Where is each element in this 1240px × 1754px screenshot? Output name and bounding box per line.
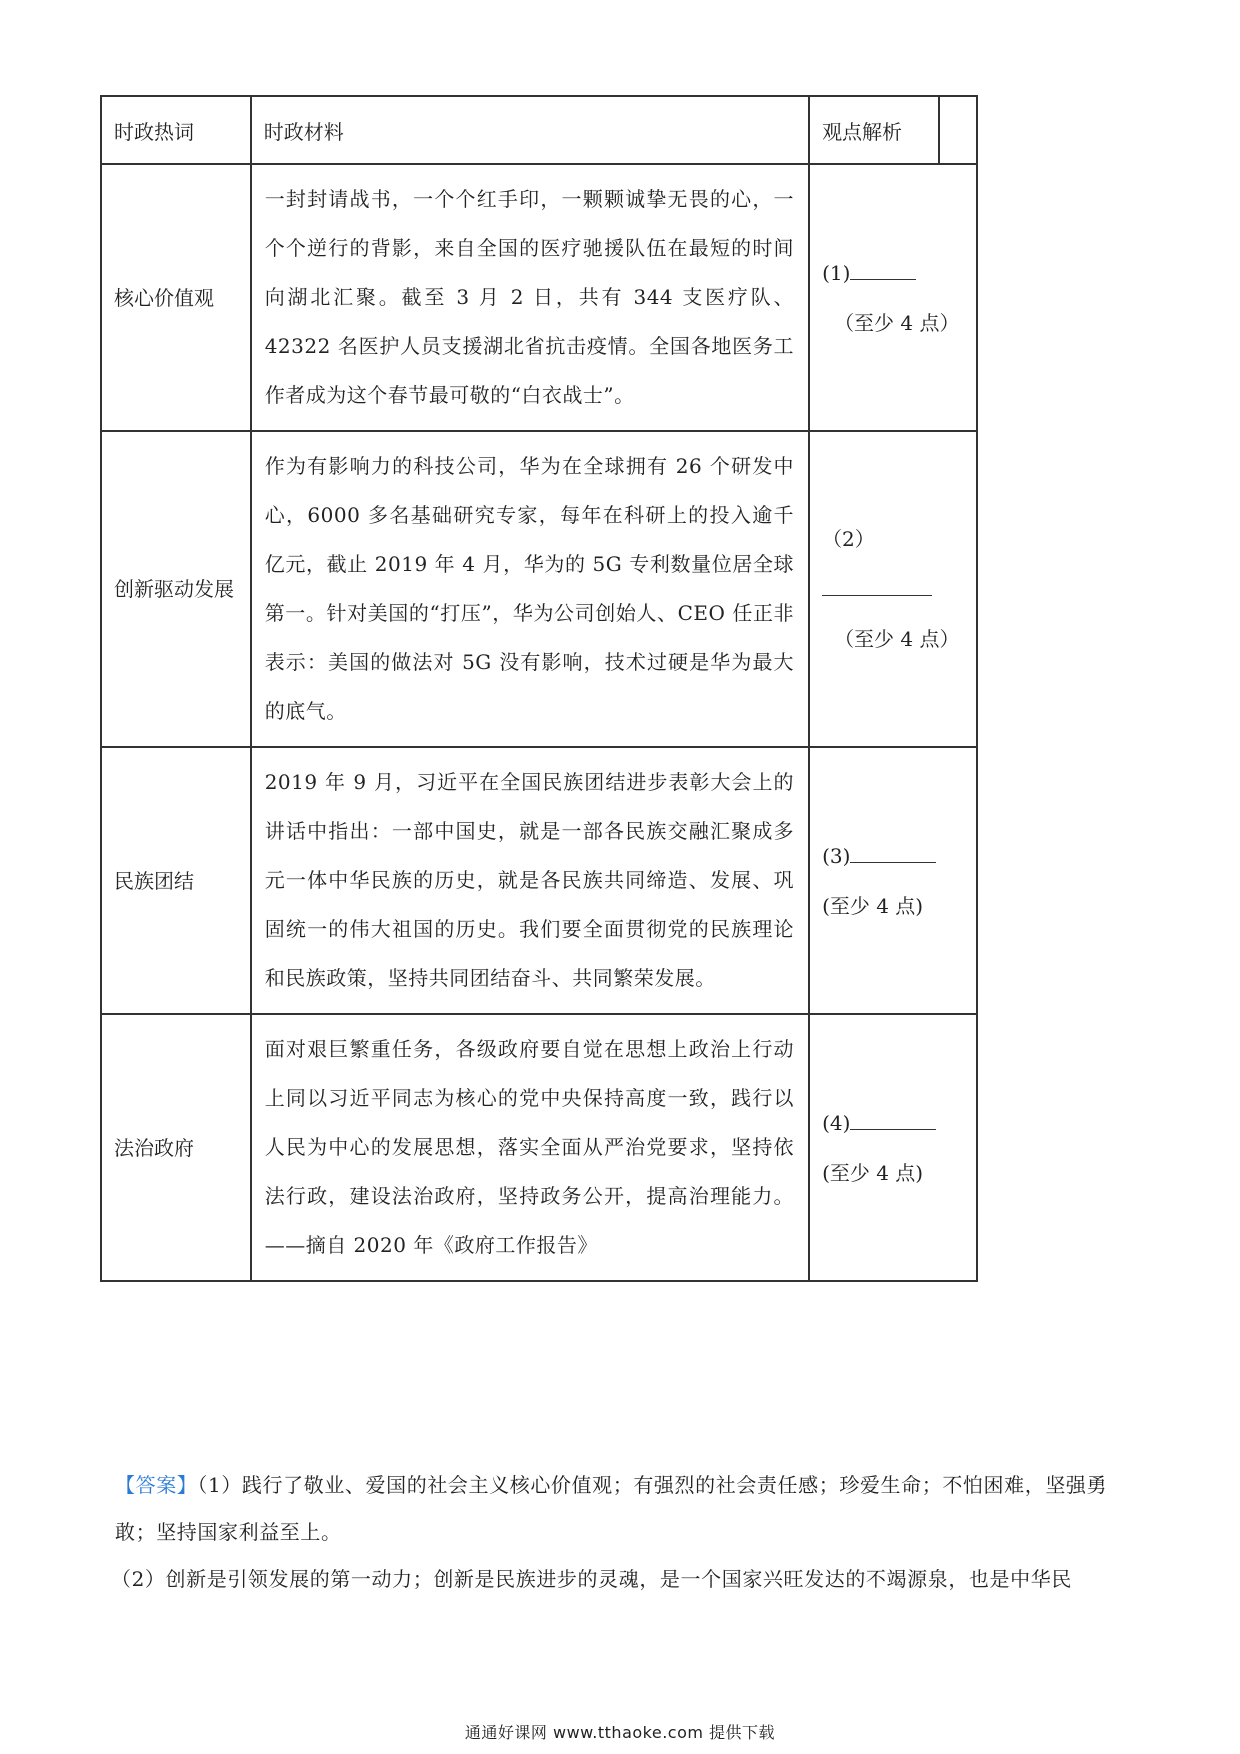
table-row <box>101 1014 977 1281</box>
current-affairs-table <box>100 95 978 1282</box>
table-row <box>101 431 977 747</box>
viewpoint-cell <box>809 164 977 431</box>
answer-blank[interactable] <box>850 1109 936 1130</box>
row-term: 法治政府 <box>114 1135 194 1160</box>
viewpoint-answer-area[interactable] <box>810 248 976 348</box>
question-number: (4) <box>822 1110 851 1135</box>
point-requirement-note: （至少 4 点） <box>834 627 960 651</box>
answer-line-1 <box>115 1462 1135 1556</box>
row-material: 2019 年 9 月，习近平在全国民族团结进步表彰大会上的讲话中指出：一部中国史，就是一部各民族交融汇聚成多元一体中华民族的历史，就是各民族共同缔造、发展、巩固统一的伟大祖国的历史。我们要全面贯彻党的民族理论和民族政策，坚持共同团结奋斗、共同繁荣发展。 <box>264 770 795 990</box>
row-material: 一封封请战书，一个个红手印，一颗颗诚挚无畏的心，一个个逆行的背影，来自全国的医疗驰援队伍在最短的时间向湖北汇聚。截至 3 月 2 日，共有 344 支医疗队、42322 名医护人员支援湖北省抗击疫情。全国各地医务工作者成为这个春节最可敬的“白衣战士”。 <box>264 187 795 407</box>
page-footer: 通通好课网 www.tthaoke.com 提供下载 <box>464 1723 776 1742</box>
material-cell <box>251 431 809 747</box>
viewpoint-answer-area[interactable] <box>810 1098 976 1198</box>
point-requirement-note: (至少 4 点) <box>822 893 924 918</box>
row-material: 面对艰巨繁重任务，各级政府要自觉在思想上政治上行动上同以习近平同志为核心的党中央保持高度一致，践行以人民为中心的发展思想，落实全面从严治党要求，坚持依法行政，建设法治政府，坚持政务公开，提高治理能力。——摘自 2020 年《政府工作报告》 <box>264 1037 795 1257</box>
term-cell <box>101 1014 251 1281</box>
term-cell <box>101 431 251 747</box>
term-cell <box>101 164 251 431</box>
viewpoint-answer-area[interactable] <box>810 831 976 931</box>
table-row <box>101 747 977 1014</box>
viewpoint-cell <box>809 431 977 747</box>
point-requirement-note: （至少 4 点） <box>834 310 960 335</box>
answer-blank[interactable] <box>850 259 916 280</box>
question-number: （2） <box>822 527 875 551</box>
answer-line-2: （2）创新是引领发展的第一动力；创新是民族进步的灵魂，是一个国家兴旺发达的不竭源泉，也是中华民 <box>111 1567 1072 1591</box>
answer-blank[interactable] <box>850 842 936 863</box>
header-term-cell <box>101 96 251 164</box>
header-extra-cell <box>939 96 977 164</box>
table-row <box>101 164 977 431</box>
material-cell <box>251 164 809 431</box>
viewpoint-cell <box>809 747 977 1014</box>
term-cell <box>101 747 251 1014</box>
question-number: (3) <box>822 843 851 868</box>
row-term: 民族团结 <box>114 868 194 893</box>
answer-section <box>111 1462 1135 1603</box>
header-material: 时政材料 <box>263 119 344 144</box>
header-term: 时政热词 <box>114 119 194 144</box>
material-cell <box>251 747 809 1014</box>
point-requirement-note: (至少 4 点) <box>822 1160 924 1185</box>
answer-tag: 【答案】 <box>115 1473 198 1497</box>
row-term: 核心价值观 <box>114 285 214 310</box>
viewpoint-answer-area[interactable] <box>810 514 976 664</box>
header-material-cell <box>251 96 809 164</box>
header-viewpoint-cell <box>809 96 938 164</box>
question-number: (1) <box>822 260 851 285</box>
row-material: 作为有影响力的科技公司，华为在全球拥有 26 个研发中心，6000 多名基础研究专家，每年在科研上的投入逾千亿元，截止 2019 年 4 月，华为的 5G 专利数量位居全球第一。针对美国的“打压”，华为公司创始人、CEO 任正非表示：美国的做法对 5G 没有影响，技术过硬是华为最大的底气。 <box>264 454 795 723</box>
header-viewpoint: 观点解析 <box>822 119 903 144</box>
material-cell <box>251 1014 809 1281</box>
row-term: 创新驱动发展 <box>114 577 234 601</box>
answer-blank[interactable] <box>822 575 932 596</box>
viewpoint-cell <box>809 1014 977 1281</box>
answer-text-1: （1）践行了敬业、爱国的社会主义核心价值观；有强烈的社会责任感；珍爱生命；不怕困难，坚强勇敢；坚持国家利益至上。 <box>115 1473 1108 1544</box>
table-header-row <box>101 96 977 164</box>
